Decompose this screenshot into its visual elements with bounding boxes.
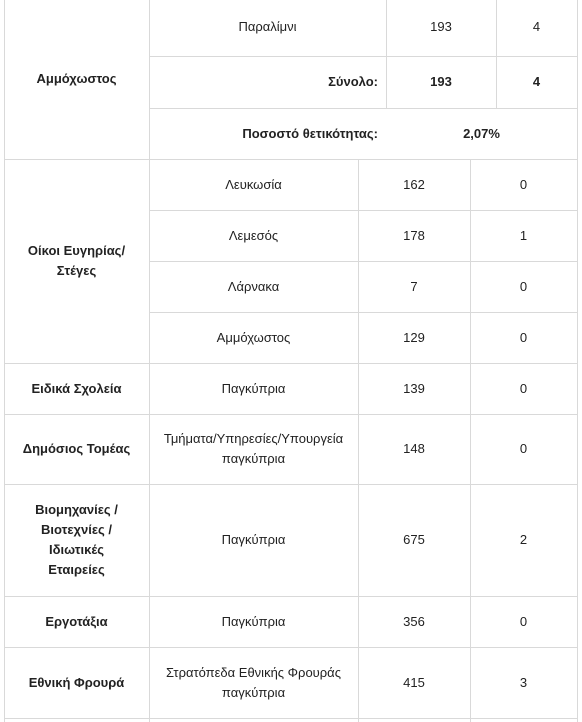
positive-cell: 1 bbox=[519, 227, 528, 243]
tests-cell: 675 bbox=[403, 532, 425, 547]
tests-cell: 148 bbox=[403, 441, 425, 456]
subcategory-cell: Τμήματα/Υπηρεσίες/Υπουργεία παγκύπρια bbox=[163, 431, 344, 466]
tests-cell: 415 bbox=[403, 674, 425, 690]
positivity-rate-value: 2,07% bbox=[463, 125, 500, 141]
tests-cell: 129 bbox=[403, 329, 425, 345]
total-tests-cell: 193 bbox=[430, 74, 452, 89]
tests-cell: 139 bbox=[403, 380, 425, 396]
subcategory-cell: Παραλίμνι bbox=[238, 19, 297, 34]
positivity-rate-label: Ποσοστό θετικότητας: bbox=[242, 125, 378, 141]
tests-cell: 7 bbox=[410, 278, 418, 294]
tests-cell: 193 bbox=[430, 19, 452, 34]
subcategory-cell: Παγκύπρια bbox=[221, 613, 286, 629]
positive-cell: 2 bbox=[519, 532, 528, 547]
positive-cell: 0 bbox=[519, 441, 528, 456]
positive-cell: 0 bbox=[519, 176, 528, 192]
positive-cell: 0 bbox=[519, 380, 528, 396]
subcategory-cell: Αμμόχωστος bbox=[216, 329, 291, 345]
positive-cell: 0 bbox=[519, 613, 528, 629]
category-cell-viomichanies: Βιομηχανίες / Βιοτεχνίες / Ιδιωτικές Εταιρείες bbox=[35, 502, 118, 577]
subcategory-cell: Παγκύπρια bbox=[221, 380, 286, 396]
subcategory-cell: Λεμεσός bbox=[228, 227, 279, 243]
subcategory-cell: Παγκύπρια bbox=[221, 532, 286, 547]
total-positive-cell: 4 bbox=[532, 74, 541, 89]
total-label-cell: Σύνολο: bbox=[328, 74, 378, 89]
positive-cell: 0 bbox=[519, 278, 528, 294]
subcategory-cell: Στρατόπεδα Εθνικής Φρουράς παγκύπρια bbox=[166, 664, 341, 700]
positive-cell: 4 bbox=[532, 19, 541, 34]
category-cell-ammochostos: Αμμόχωστος bbox=[36, 70, 117, 86]
category-cell-oikoi: Οίκοι Ευγηρίας/ Στέγες bbox=[27, 243, 126, 278]
row-divider bbox=[4, 718, 578, 719]
tests-cell: 162 bbox=[403, 176, 425, 192]
tests-cell: 178 bbox=[403, 227, 425, 243]
category-cell-ergotaxia: Εργοτάξια bbox=[45, 613, 108, 629]
subcategory-cell: Λάρνακα bbox=[227, 278, 280, 294]
tests-cell: 356 bbox=[403, 613, 425, 629]
positive-cell: 0 bbox=[519, 329, 528, 345]
category-cell-dimosios: Δημόσιος Τομέας bbox=[22, 441, 131, 456]
category-cell-ethniki-frouta: Εθνική Φρουρά bbox=[28, 674, 125, 690]
subcategory-cell: Λευκωσία bbox=[225, 176, 282, 192]
category-cell-eidika: Ειδικά Σχολεία bbox=[31, 380, 122, 396]
positive-cell: 3 bbox=[519, 674, 528, 690]
